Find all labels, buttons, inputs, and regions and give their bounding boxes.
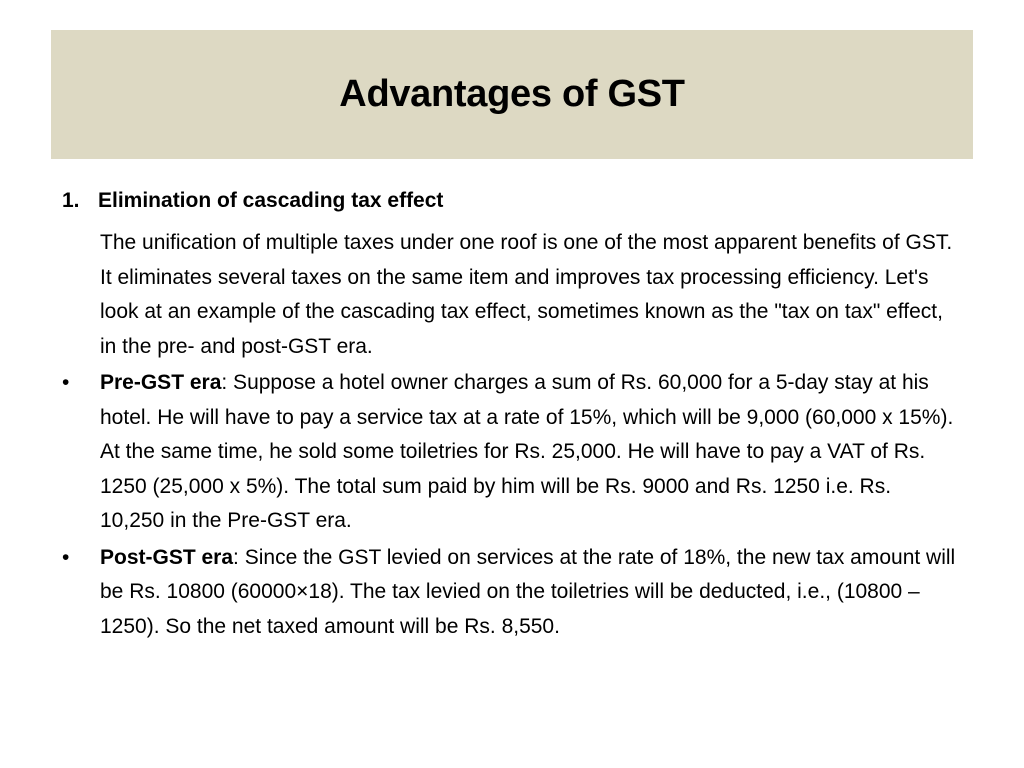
section-heading-text: Elimination of cascading tax effect <box>98 189 444 212</box>
section-paragraph: The unification of multiple taxes under one roof is one of the most apparent benefits of GST. It eliminates several taxes on the same item and improves tax processing efficiency. Let's look at an example of the cascading tax effect, sometimes known as the "tax on tax" effect, in the pre- and post-GST era. <box>100 231 953 358</box>
bullet-item-pre-gst <box>62 366 960 539</box>
bullet-item-post-gst <box>62 541 960 645</box>
title-banner <box>51 30 973 159</box>
bullet-text: : Since the GST levied on services at the rate of 18%, the new tax amount will be Rs. 10800 (60000×18). The tax levied on the toiletries will be deducted, i.e., (10800 – 1250). So the net taxed amount will be Rs. 8,550. <box>100 545 956 638</box>
bullet-term: Post-GST era <box>100 545 234 569</box>
bullet-icon: • <box>62 545 70 569</box>
slide-title: Advantages of GST <box>339 73 685 115</box>
section-number: 1. <box>62 189 80 212</box>
bullet-text: : Suppose a hotel owner charges a sum of Rs. 60,000 for a 5-day stay at his hotel. He will have to pay a service tax at a rate of 15%, which will be 9,000 (60,000 x 15%). At the same time, he sold some toiletries for Rs. 25,000. He will have to pay a VAT of Rs. 1250 (25,000 x 5%). The total sum paid by him will be Rs. 9000 and Rs. 1250 i.e. Rs. 10,250 in the Pre-GST era. <box>100 371 954 532</box>
bullet-list <box>62 366 962 644</box>
section-heading <box>62 184 962 218</box>
slide-body <box>62 184 962 644</box>
bullet-icon: • <box>62 371 70 394</box>
bullet-term: Pre-GST era <box>100 371 222 394</box>
